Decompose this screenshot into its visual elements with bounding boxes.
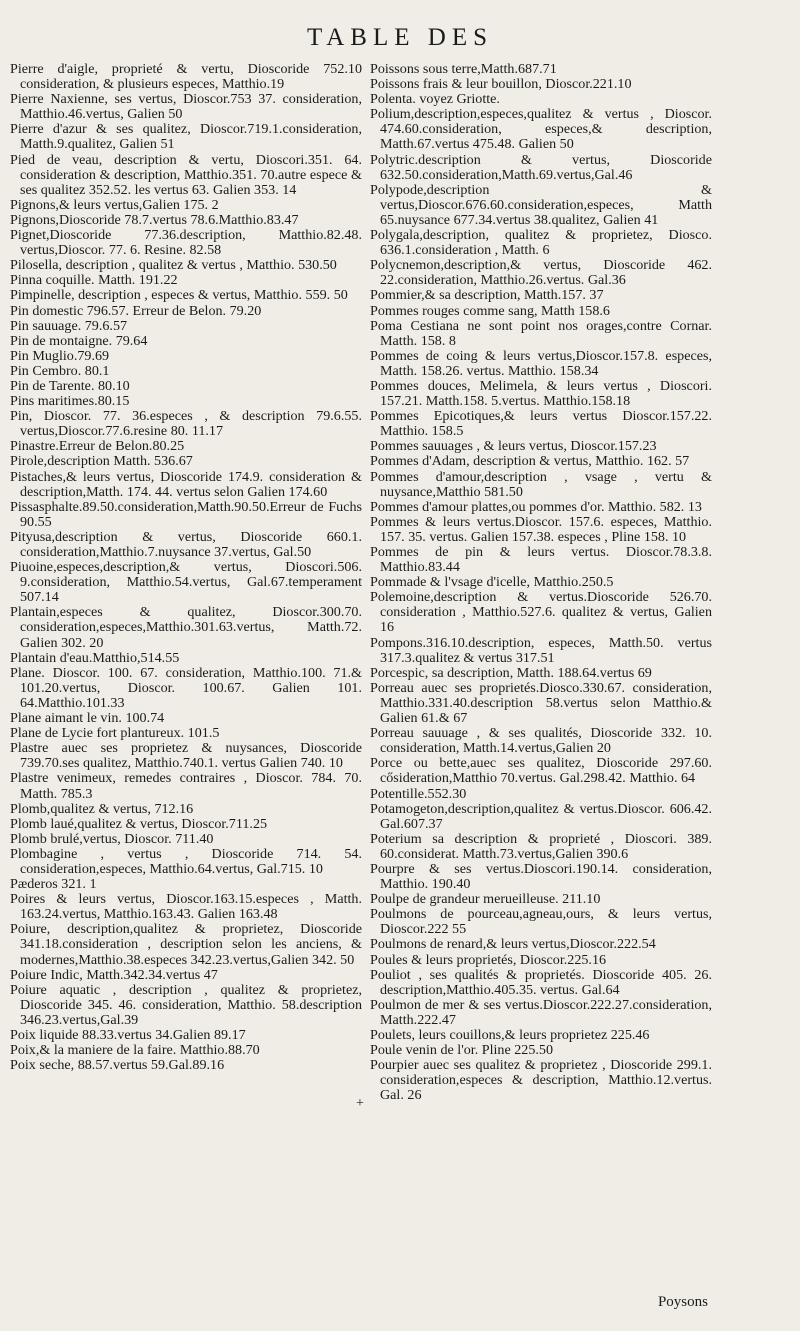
index-entry: Poissons sous terre,Matth.687.71 — [370, 61, 557, 77]
index-entry: Porreau sauuage , & ses qualités, Dioscoride 332. 10. consideration, Matth.14.vertus,Galien 20 — [370, 725, 712, 757]
index-entry: Pæderos 321. 1 — [10, 876, 97, 893]
index-entry: Poulmons de renard,& leurs vertus,Dioscor.222.54 — [370, 936, 656, 953]
index-entry: Plane. Dioscor. 100. 67. consideration, Matthio.100. 71.& 101.20.vertus, Dioscor. 100.67. Galien 101. 64.Matthio.101.33 — [10, 664, 362, 711]
index-entry: Pin sauuage. 79.6.57 — [10, 317, 128, 334]
index-entry: Pimpinelle, description , especes & vertus, Matthio. 559. 50 — [10, 287, 348, 304]
index-entry: Piuoine,especes,description,& vertus, Dioscori.506. 9.consideration, Matthio.54.vertus, Gal.67.temperament 507.14 — [10, 559, 362, 606]
index-entry: Pierre Naxienne, ses vertus, Dioscor.753 37. consideration, Matthio.46.vertus, Galien 50 — [10, 91, 362, 123]
index-entry: Poiure aquatic , description , qualitez & proprietez, Dioscoride 345. 46. consideration, Matthio. 58.description 346.23.vertus,Gal.39 — [10, 981, 362, 1028]
index-entry: Poulets, leurs couillons,& leurs proprietez 225.46 — [370, 1027, 650, 1043]
index-entry: Pommes douces, Melimela, & leurs vertus , Dioscori. 157.21. Matth.158. 5.vertus. Matthio.158.18 — [370, 377, 712, 410]
index-entry: Plombagine , vertus , Dioscoride 714. 54. consideration,especes, Matthio.64.vertus, Gal.715. 10 — [10, 845, 362, 877]
index-entry: Potentille.552.30 — [370, 785, 467, 802]
index-entry: Pied de veau, description & vertu, Dioscori.351. 64. consideration & description, Matthio.351. 70.autre espece & ses qualitez 352.52. les vertus 63. Galien 353. 14 — [10, 151, 362, 198]
index-entry: Pin de Tarente. 80.10 — [10, 377, 130, 394]
index-entry: Porreau auec ses proprietés.Diosco.330.67. consideration, Matthio.331.40.description 58.vertus selon Matthio.& Galien 61.& 67 — [370, 679, 712, 727]
index-entry: Pouliot , ses qualités & proprietés. Dioscoride 405. 26. description,Matthio.405.35. vertus. Gal.64 — [370, 966, 712, 998]
index-entry: Poix,& la maniere de la faire. Matthio.88.70 — [10, 1042, 260, 1059]
index-entry: Plomb laué,qualitez & vertus, Dioscor.711.25 — [10, 815, 268, 832]
index-entry: Pommes sauuages , & leurs vertus, Dioscor.157.23 — [370, 438, 657, 455]
index-entry: Poix liquide 88.33.vertus 34.Galien 89.17 — [10, 1027, 246, 1043]
index-entry: Pin Muglio.79.69 — [10, 347, 110, 364]
index-entry: Poires & leurs vertus, Dioscor.163.15.especes , Matth. 163.24.vertus, Matthio.163.43. Galien 163.48 — [10, 891, 362, 923]
left-index-column — [10, 62, 362, 1073]
index-entry: Poulmon de mer & ses vertus.Dioscor.222.27.consideration, Matth.222.47 — [370, 996, 712, 1028]
index-entry: Polytric.description & vertus, Dioscoride 632.50.consideration,Matth.69.vertus,Gal.46 — [370, 151, 712, 183]
index-entry: Poiure, description,qualitez & proprietez, Dioscoride 341.18.consideration , description selon les anciens, & modernes,Matthio.38.especes 342.23.vertus,Galien 342. 50 — [10, 921, 362, 968]
index-entry: Porce ou bette,auec ses qualitez, Dioscoride 297.60. cősideration,Matthio 70.vertus. Gal.298.42. Matthio. 64 — [370, 755, 712, 787]
index-entry: Pin domestic 796.57. Erreur de Belon. 79.20 — [10, 302, 262, 319]
index-entry: Pinastre.Erreur de Belon.80.25 — [10, 438, 185, 455]
index-entry: Pistaches,& leurs vertus, Dioscoride 174.9. consideration & description,Matth. 174. 44. vertus selon Galien 174.60 — [10, 468, 362, 500]
index-entry: Polemoine,description & vertus.Dioscoride 526.70. consideration , Matthio.527.6. qualitez & vertus, Galien 16 — [370, 589, 712, 636]
index-entry: Plastre auec ses proprietez & nuysances, Dioscoride 739.70.ses qualitez, Matthio.740.1. vertus Galien 740. 10 — [10, 740, 362, 772]
index-entry: Plomb,qualitez & vertus, 712.16 — [10, 800, 194, 817]
index-entry: Pignons,& leurs vertus,Galien 175. 2 — [10, 196, 219, 213]
index-entry: Pilosella, description , qualitez & vertus , Matthio. 530.50 — [10, 257, 337, 274]
index-entry: Pissasphalte.89.50.consideration,Matth.90.50.Erreur de Fuchs 90.55 — [10, 498, 362, 530]
index-entry: Plastre venimeux, remedes contraires , Dioscor. 784. 70. Matth. 785.3 — [10, 770, 362, 802]
index-entry: Pompons.316.10.description, especes, Matth.50. vertus 317.3.qualitez & vertus 317.51 — [370, 634, 712, 666]
index-entry: Polium,description,especes,qualitez & vertus , Dioscor. 474.60.consideration, especes,& description, Matth.67.vertus 475.48. Galien 50 — [370, 106, 712, 153]
index-entry: Pin Cembro. 80.1 — [10, 362, 110, 379]
right-index-column — [370, 62, 712, 1103]
index-entry: Polycnemon,description,& vertus, Dioscoride 462. 22.consideration, Matthio.26.vertus. Gal.36 — [370, 257, 712, 289]
page-header: TABLE DES — [306, 24, 494, 51]
index-entry: Pin, Dioscor. 77. 36.especes , & description 79.6.55. vertus,Dioscor.77.6.resine 80. 11.17 — [10, 408, 362, 440]
index-entry: Pommes d'Adam, description & vertus, Matthio. 162. 57 — [370, 453, 690, 470]
index-entry: Pommes d'amour,description , vsage , vertu & nuysance,Matthio 581.50 — [370, 468, 712, 500]
index-entry: Pins maritimes.80.15 — [10, 393, 130, 410]
index-entry: Plantain,especes & qualitez, Dioscor.300.70. consideration,especes,Matthio.301.63.vertus, Matth.72. Galien 302. 20 — [10, 604, 362, 651]
index-entry: Pommes de coing & leurs vertus,Dioscor.157.8. especes, Matth. 158.26. vertus. Matthio. 158.34 — [370, 347, 712, 379]
index-entry: Poulmons de pourceau,agneau,ours, & leurs vertus, Dioscor.222 55 — [370, 906, 712, 938]
index-entry: Pommier,& sa description, Matth.157. 37 — [370, 287, 604, 304]
index-entry: Poterium sa description & proprieté , Dioscori. 389. 60.considerat. Matth.73.vertus,Galien 390.6 — [370, 830, 712, 862]
index-entry: Pierre d'aigle, proprieté & vertu, Dioscoride 752.10 consideration, & plusieurs especes, Matthio.19 — [10, 61, 362, 93]
index-entry: Pommes & leurs vertus.Dioscor. 157.6. especes, Matthio. 157. 35. vertus. Galien 157.38. especes , Pline 158. 10 — [370, 513, 712, 545]
index-entry: Pommes Epicotiques,& leurs vertus Dioscor.157.22. Matthio. 158.5 — [370, 408, 712, 440]
index-entry: Plane de Lycie fort plantureux. 101.5 — [10, 725, 220, 742]
index-entry: Pourpre & ses vertus.Dioscori.190.14. consideration, Matthio. 190.40 — [370, 860, 712, 893]
index-entry: Poissons frais & leur bouillon, Dioscor.221.10 — [370, 76, 632, 93]
index-entry: Pignons,Dioscoride 78.7.vertus 78.6.Matthio.83.47 — [10, 211, 299, 228]
index-entry: Polygala,description, qualitez & proprietez, Diosco. 636.1.consideration , Matth. 6 — [370, 227, 712, 259]
index-entry: Pierre d'azur & ses qualitez, Dioscor.719.1.consideration, Matth.9.qualitez, Galien 51 — [10, 121, 362, 153]
index-entry: Pityusa,description & vertus, Dioscoride 660.1. consideration,Matthio.7.nuysance 37.vertus, Gal.50 — [10, 528, 362, 560]
index-entry: Pirole,description Matth. 536.67 — [10, 453, 193, 470]
index-entry: Poiure Indic, Matth.342.34.vertus 47 — [10, 966, 218, 983]
margin-mark: + — [356, 1096, 364, 1111]
index-entry: Poma Cestiana ne sont point nos orages,contre Cornar. Matth. 158. 8 — [370, 317, 712, 349]
index-entry: Pignet,Dioscoride 77.36.description, Matthio.82.48. vertus,Dioscor. 77. 6. Resine. 82.58 — [10, 227, 362, 259]
index-entry: Plane aimant le vin. 100.74 — [10, 710, 165, 727]
index-entry: Plantain d'eau.Matthio,514.55 — [10, 649, 180, 666]
index-entry: Pommes de pin & leurs vertus. Dioscor.78.3.8. Matthio.83.44 — [370, 544, 712, 576]
index-entry: Pommes d'amour plattes,ou pommes d'or. Matthio. 582. 13 — [370, 498, 702, 515]
index-entry: Plomb brulé,vertus, Dioscor. 711.40 — [10, 830, 214, 847]
index-entry: Polypode,description & vertus,Dioscor.676.60.consideration,especes, Matth 65.nuysance 677.34.vertus 38.qualitez, Galien 41 — [370, 181, 712, 228]
catchword: Poysons — [657, 1294, 708, 1310]
index-entry: Poules & leurs proprietés, Dioscor.225.16 — [370, 951, 607, 968]
index-entry: Polenta. voyez Griotte. — [370, 91, 500, 108]
index-entry: Poulpe de grandeur merueilleuse. 211.10 — [370, 891, 601, 908]
index-entry: Poule venin de l'or. Pline 225.50 — [370, 1042, 554, 1059]
index-entry: Pommes rouges comme sang, Matth 158.6 — [370, 302, 610, 319]
index-entry: Potamogeton,description,qualitez & vertus.Dioscor. 606.42. Gal.607.37 — [370, 800, 712, 832]
index-entry: Pommade & l'vsage d'icelle, Matthio.250.5 — [370, 574, 614, 591]
index-entry: Pourpier auec ses qualitez & proprietez , Dioscoride 299.1. consideration,especes & description, Matthio.12.vertus. Gal. 26 — [370, 1057, 712, 1104]
index-entry: Porcespic, sa description, Matth. 188.64.vertus 69 — [370, 664, 652, 681]
index-entry: Poix seche, 88.57.vertus 59.Gal.89.16 — [10, 1057, 225, 1074]
index-entry: Pin de montaigne. 79.64 — [10, 332, 148, 349]
index-entry: Pinna coquille. Matth. 191.22 — [10, 272, 178, 289]
